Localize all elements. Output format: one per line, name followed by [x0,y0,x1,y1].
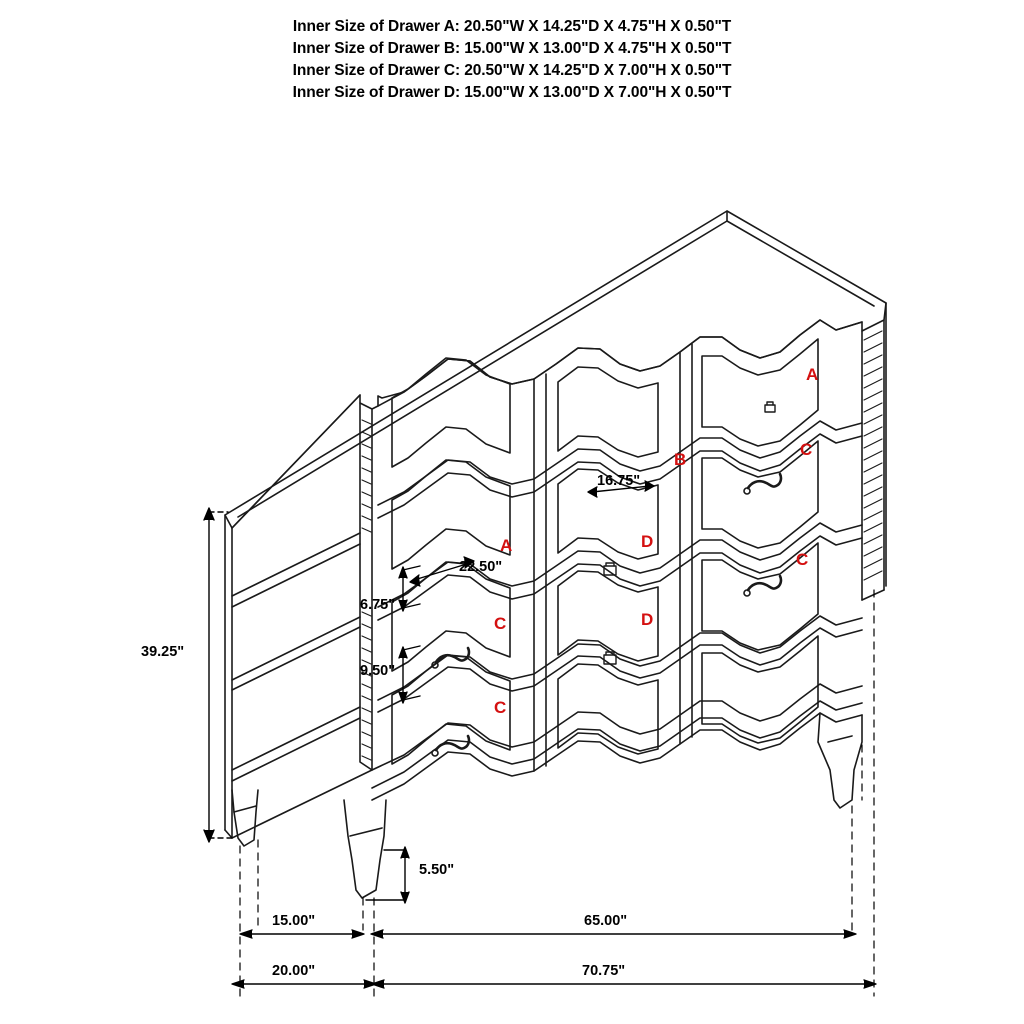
dim-drawer-height-small: 6.75" [360,597,396,613]
drawer-label-d-center-lower: D [641,610,654,629]
drawer-label-c-left-lower: C [494,698,507,717]
dim-drawer-height-large: 9.50" [360,663,396,679]
dim-depth-top: 15.00" [272,913,316,929]
spec-line-drawer-d: Inner Size of Drawer D: 15.00"W X 13.00"D X 7.00"H X 0.50"T [292,84,732,101]
dim-width-bottom: 70.75" [582,963,626,979]
spec-line-drawer-b: Inner Size of Drawer B: 15.00"W X 13.00"D X 4.75"H X 0.50"T [292,40,732,57]
drawer-label-b-center: B [674,450,687,469]
drawer-label-c-left-upper: C [494,614,507,633]
spec-line-drawer-c: Inner Size of Drawer C: 20.50"W X 14.25"D X 7.00"H X 0.50"T [292,62,732,79]
dim-overall-height: 39.25" [141,644,185,660]
dim-drawer-front-width-top: 16.75" [597,473,641,489]
spec-line-drawer-a: Inner Size of Drawer A: 20.50"W X 14.25"D X 4.75"H X 0.50"T [292,18,732,35]
dim-width-top: 65.00" [584,913,628,929]
drawer-label-d-center-upper: D [641,532,654,551]
drawer-label-c-right-upper: C [800,440,813,459]
drawer-label-a-left: A [500,536,513,555]
drawer-label-c-right-lower: C [796,550,809,569]
drawer-label-a-right: A [806,365,819,384]
dim-depth-bottom: 20.00" [272,963,316,979]
dim-leg-height: 5.50" [419,862,455,878]
dim-drawer-front-width-side: 22.50" [459,559,503,575]
